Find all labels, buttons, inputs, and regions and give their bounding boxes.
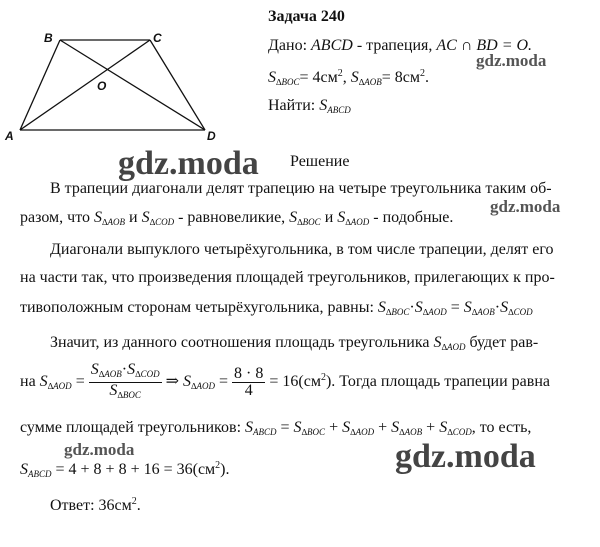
p2-line-1: Диагонали выпуклого четырёхугольника, в том числе трапеции, делят его <box>50 241 554 258</box>
vertex-c-label: C <box>153 31 162 45</box>
vertex-a-label: A <box>5 129 14 143</box>
given-line-2: $S_{\Delta BOC}= 4см^2$, $S_{\Delta AOB}= 8см^2$. <box>268 68 430 87</box>
p4-line-1: сумме площадей треугольников: $S_{ABCD} = S_{\Delta BOC} + S_{\Delta AOD} + S_{\Delta AOB} + S_{\Delta COD}$, то есть, <box>20 419 532 437</box>
find-line: Найти: $S_{ABCD}$ <box>268 97 351 115</box>
vertex-o-label: O <box>97 79 107 93</box>
watermark-left-bottom: gdz.moda <box>64 440 135 459</box>
p4-line-2: $S_{ABCD} = 4 + 8 + 8 + 16 = 36(см^2)$. <box>20 460 230 479</box>
watermark-top: gdz.moda <box>476 51 547 70</box>
p2-line-2: на части так, что произведения площадей треугольников, прилегающих к про- <box>20 269 555 286</box>
watermark-middle: gdz.moda <box>118 145 259 182</box>
side-cd <box>150 40 205 130</box>
trapezoid-figure <box>0 30 240 145</box>
fraction-1: $\frac{S_{\Delta AOB}\cdot S_{\Delta COD}}{S_{\Delta BOC}}$ <box>90 361 160 400</box>
watermark-right: gdz.moda <box>490 197 561 216</box>
p3-line-1: Значит, из данного соотношения площадь треугольника $S_{\Delta AOD}$ будет рав- <box>50 334 539 352</box>
solution-heading: Решение <box>290 153 350 170</box>
answer-line: Ответ: $36см^2$. <box>50 496 141 514</box>
fraction-2: $\frac{8 \cdot 8}{4}$ <box>234 365 264 399</box>
watermark-bottom: gdz.moda <box>395 438 536 475</box>
p2-line-3: тивоположным сторонам четырёхугольника, равны: $S_{\Delta BOC}\cdot S_{\Delta AOD} = S_{\Delta AOB}\cdot S_{\Delta COD}$ <box>20 299 533 317</box>
given-line-1: Дано: ABCD - трапеция, AC ∩ BD = O. <box>268 37 533 54</box>
p1-line-2: разом, что $S_{\Delta AOB}$ и $S_{\Delta COD}$ - равновеликие, $S_{\Delta BOC}$ и $S_{\Delta AOD}$ - подобные. <box>20 209 454 227</box>
vertex-d-label: D <box>207 129 216 143</box>
diagonal-bd <box>60 40 205 130</box>
vertex-b-label: B <box>44 31 53 45</box>
p3-line-2: на $S_{\Delta AOD}$ = $\frac{S_{\Delta AOB}\cdot S_{\Delta COD}}{S_{\Delta BOC}}$ ⇒ $S_{\Delta AOD}$ = $\frac{8 \cdot 8}{4}$ = $16(см^2)$. Тогда площадь трапеции равна <box>20 362 550 403</box>
p1-line-1: В трапеции диагонали делят трапецию на четыре треугольника таким об- <box>50 180 552 197</box>
problem-title: Задача 240 <box>268 8 345 25</box>
